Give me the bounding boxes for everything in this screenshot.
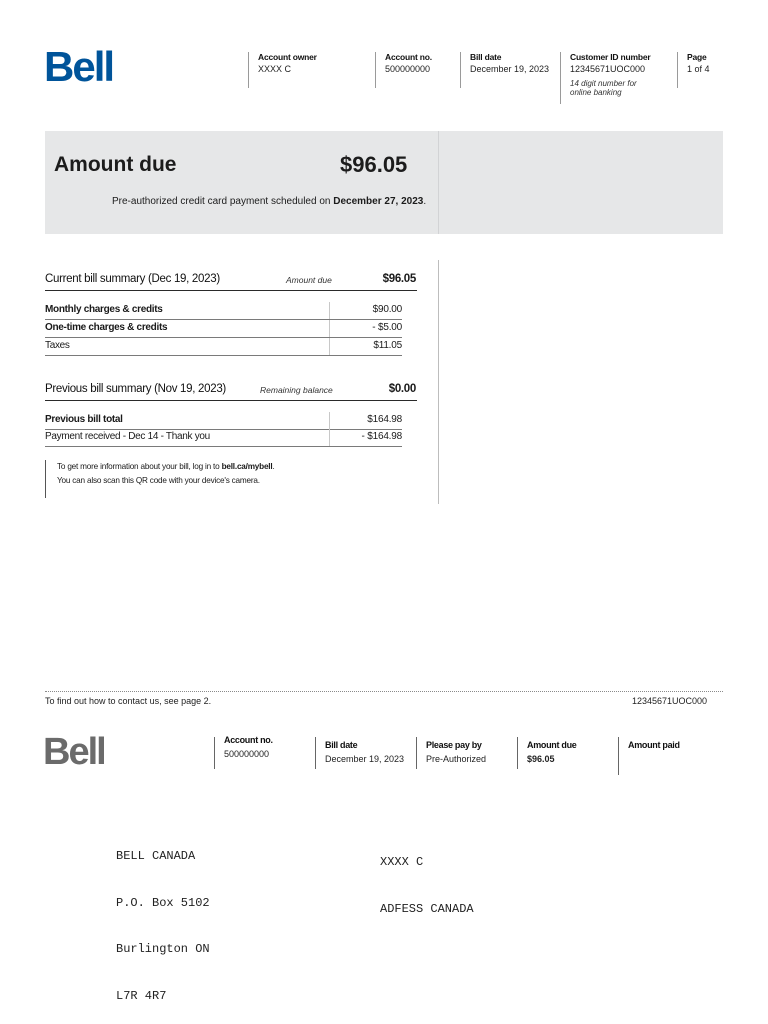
amount-due-title: Amount due bbox=[54, 153, 177, 176]
mybell-info bbox=[45, 460, 275, 498]
current-summary-title: Current bill summary (Dec 19, 2023) bbox=[45, 273, 220, 285]
customer-address-line: ADFESS CANADA bbox=[380, 901, 474, 916]
mybell-link[interactable]: bell.ca/mybell bbox=[221, 462, 273, 471]
header-bill-date bbox=[460, 52, 549, 88]
table-row bbox=[45, 412, 402, 430]
payment-note-text: Pre-authorized credit card payment scheduled on bbox=[112, 196, 334, 207]
footer-amount-paid bbox=[618, 737, 680, 775]
current-summary-header bbox=[45, 272, 417, 291]
info-line1-suffix: . bbox=[272, 462, 275, 471]
previous-summary-meta: Remaining balance bbox=[260, 385, 333, 395]
table-row bbox=[45, 320, 402, 338]
amount-due-value: $96.05 bbox=[340, 152, 408, 177]
payment-schedule-note bbox=[112, 196, 426, 207]
remit-address-line: L7R 4R7 bbox=[116, 988, 167, 1003]
customer-address bbox=[380, 824, 474, 933]
payment-note-date: December 27, 2023 bbox=[333, 196, 424, 207]
bell-logo: Bell bbox=[44, 43, 114, 90]
footer-pay-by bbox=[416, 737, 486, 769]
footer-amount-due bbox=[517, 737, 577, 769]
amount-panel-divider bbox=[438, 131, 439, 234]
page-value: 1 of 4 bbox=[687, 64, 710, 74]
customer-id-value: 12345671UOC000 bbox=[570, 64, 646, 74]
payment-note-suffix: . bbox=[423, 196, 427, 207]
row-label: Taxes bbox=[45, 340, 70, 351]
account-no-value: 500000000 bbox=[385, 64, 431, 74]
info-line2: You can also scan this QR code with your device's camera. bbox=[57, 476, 260, 485]
table-row bbox=[45, 429, 402, 447]
remit-address-line: Burlington ON bbox=[116, 942, 210, 956]
footer-account-no-label: Account no. bbox=[224, 735, 273, 745]
amount-due-panel bbox=[45, 131, 723, 234]
footer-account-no bbox=[214, 737, 273, 769]
info-line1-text: To get more information about your bill, log in to bbox=[57, 462, 222, 471]
remit-address bbox=[116, 818, 210, 1020]
footer-amount-due-value: $96.05 bbox=[527, 754, 555, 764]
contact-note: To find out how to contact us, see page 2. bbox=[45, 696, 212, 706]
current-summary-total: $96.05 bbox=[382, 273, 416, 285]
header-page bbox=[677, 52, 710, 88]
account-no-label: Account no. bbox=[385, 52, 432, 62]
remit-address-line: P.O. Box 5102 bbox=[116, 895, 210, 910]
row-value: $90.00 bbox=[372, 304, 402, 315]
footer-bill-date-label: Bill date bbox=[325, 740, 358, 750]
row-label: Monthly charges & credits bbox=[45, 304, 163, 315]
footer-pay-by-label: Please pay by bbox=[426, 740, 482, 750]
previous-summary-total: $0.00 bbox=[388, 383, 416, 395]
row-value: $164.98 bbox=[367, 414, 402, 425]
tear-line bbox=[45, 691, 723, 692]
footer-amount-due-label: Amount due bbox=[527, 740, 577, 750]
footer-bill-date bbox=[315, 737, 404, 769]
customer-id-note bbox=[570, 79, 650, 97]
bill-date-value: December 19, 2023 bbox=[470, 64, 550, 74]
row-label: One-time charges & credits bbox=[45, 322, 168, 333]
row-value: - $164.98 bbox=[361, 431, 402, 442]
table-row bbox=[45, 338, 402, 356]
row-label: Previous bill total bbox=[45, 414, 123, 425]
header-account-owner bbox=[248, 52, 317, 88]
footer-customer-id: 12345671UOC000 bbox=[632, 696, 708, 706]
table-row bbox=[45, 302, 402, 320]
footer-pay-by-value: Pre-Authorized bbox=[426, 754, 487, 764]
previous-summary-title: Previous bill summary (Nov 19, 2023) bbox=[45, 383, 226, 395]
header-account-no bbox=[375, 52, 432, 88]
current-summary-meta: Amount due bbox=[286, 275, 332, 285]
customer-address-line: XXXX C bbox=[380, 855, 424, 869]
page-label: Page bbox=[687, 52, 707, 62]
footer-amount-paid-label: Amount paid bbox=[628, 740, 680, 750]
summary-divider bbox=[438, 260, 439, 504]
customer-id-note-line2: online banking bbox=[570, 88, 622, 98]
previous-summary-header bbox=[45, 382, 417, 401]
customer-id-note-line1: 14 digit number for bbox=[570, 79, 637, 88]
remit-address-line: BELL CANADA bbox=[116, 849, 196, 863]
bell-logo-footer: Bell bbox=[43, 731, 105, 773]
header-customer-id bbox=[560, 52, 650, 104]
info-line1 bbox=[57, 460, 275, 474]
row-value: $11.05 bbox=[373, 340, 402, 351]
bill-date-label: Bill date bbox=[470, 52, 502, 62]
account-owner-label: Account owner bbox=[258, 52, 317, 62]
row-value: - $5.00 bbox=[372, 322, 402, 333]
row-label: Payment received - Dec 14 - Thank you bbox=[45, 431, 210, 442]
footer-account-no-value: 500000000 bbox=[224, 749, 270, 759]
customer-id-label: Customer ID number bbox=[570, 52, 651, 62]
footer-bill-date-value: December 19, 2023 bbox=[325, 754, 405, 764]
account-owner-value: XXXX C bbox=[258, 64, 292, 74]
